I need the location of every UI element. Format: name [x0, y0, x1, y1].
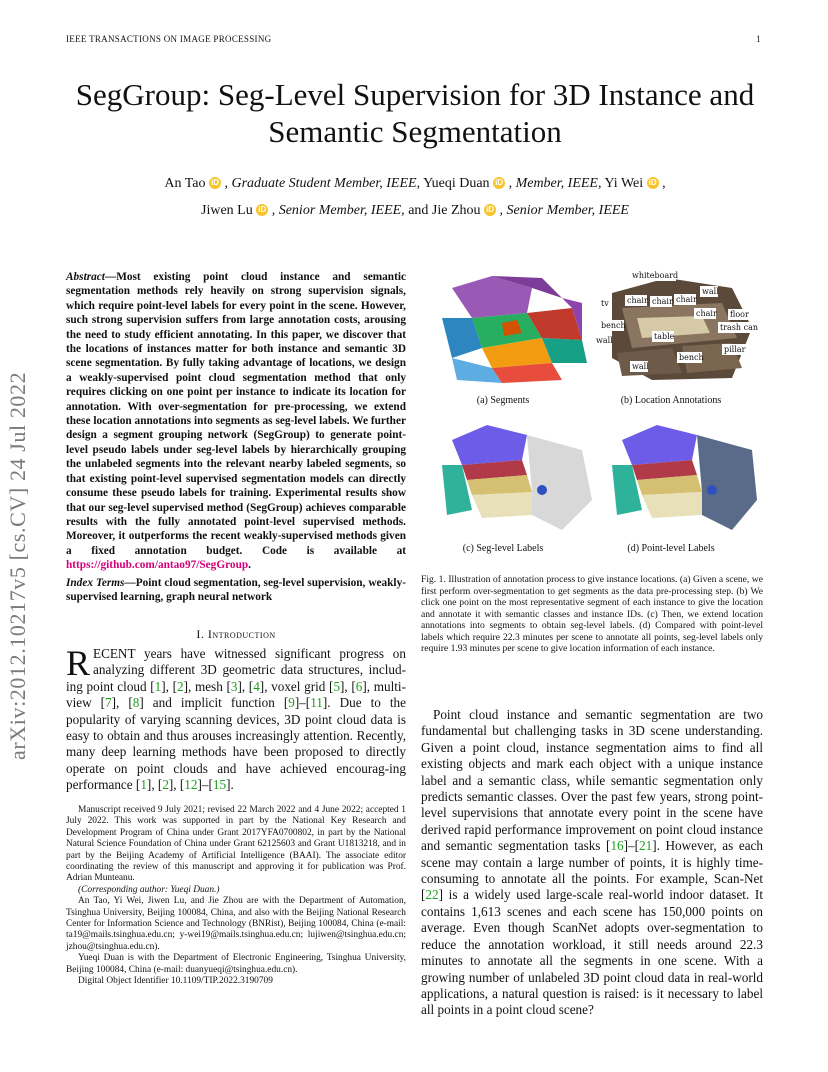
- point-level-scene: [612, 425, 757, 530]
- svg-text:floor: floor: [730, 310, 749, 319]
- author-name: An Tao: [164, 176, 206, 191]
- svg-text:bench: bench: [679, 353, 704, 362]
- citation-link[interactable]: 3: [230, 678, 238, 694]
- author-role: ,: [662, 176, 666, 191]
- author-role: , Member, IEEE,: [508, 176, 602, 191]
- svg-text:trash can: trash can: [720, 323, 759, 332]
- orcid-icon[interactable]: iD: [495, 178, 504, 187]
- index-terms-label: Index Terms: [66, 577, 125, 589]
- author-name: Jiwen Lu: [201, 203, 253, 218]
- paper-title: SegGroup: Seg-Level Supervision for 3D Instance and Semantic Segmentation: [75, 77, 755, 149]
- svg-text:wall: wall: [702, 287, 719, 296]
- author-name: Yi Wei: [604, 176, 644, 191]
- citation-link[interactable]: 2: [177, 678, 184, 694]
- seg-level-scene: [442, 425, 592, 530]
- svg-text:whiteboard: whiteboard: [632, 271, 679, 280]
- orcid-icon[interactable]: iD: [211, 178, 219, 187]
- citation-link[interactable]: 16: [610, 838, 624, 854]
- svg-text:tv: tv: [601, 299, 609, 308]
- citation-link[interactable]: 22: [425, 887, 439, 903]
- code-link[interactable]: https://github.com/antao97/SegGroup: [66, 559, 249, 572]
- orcid-icon[interactable]: iD: [486, 205, 495, 214]
- author-role: , Senior Member, IEEE,: [271, 203, 405, 218]
- citation-link[interactable]: 8: [132, 695, 140, 711]
- citation-link[interactable]: 5: [333, 678, 341, 694]
- subcaption-a: (a) Segments: [476, 395, 530, 406]
- segments-scene: [442, 276, 587, 383]
- citation-link[interactable]: 4: [253, 678, 260, 694]
- author-list: [60, 170, 770, 224]
- abstract-text: —Most existing point cloud instance and semantic segmentation methods rely heavily on strong supervision signals, which require point-level labels for every point in the scene. However, such strong supervision suffers from large annotation costs, arousing the need to study efficient annotating. In this paper, we discover that the locations of instances matter for both instance and semantic 3D scene segmentation. By fully taking advantage of locations, we design a weakly-supervised point cloud segmentation method that only requires clicking on one point per instance to indicate its location for annotation. With over-segmentation for pre-processing, we extend these location annotations into segments as seg-level labels. We further design a segment grouping network (SegGroup) to generate point-level pseudo labels under seg-level labels by hierarchically grouping the unlabeled segments into the relevant nearby labeled segments, so that existing point-level supervised segmentation models can directly consume these pseudo labels for training. Experimental results show that our seg-level supervised method (SegGroup) achieves comparable results with the fully annotated point-level supervised methods. Moreover, it outperforms the recent weakly-supervised methods given a fixed annotation budget. Code is available at: [66, 271, 406, 557]
- svg-text:wall: wall: [632, 362, 649, 371]
- citation-link[interactable]: 21: [639, 838, 653, 854]
- orcid-icon[interactable]: iD: [648, 178, 657, 187]
- index-terms-text: —Point cloud segmentation, seg-level supervision, weakly-supervised learning, graph neural network: [66, 577, 406, 604]
- svg-text:pillar: pillar: [724, 345, 746, 354]
- svg-text:chair: chair: [676, 295, 697, 304]
- citation-link[interactable]: 7: [105, 695, 112, 711]
- scene-labels-image: [432, 420, 762, 535]
- page-number: 1: [756, 34, 761, 44]
- section-heading: I. Introduction: [196, 627, 276, 641]
- figure-caption: Fig. 1. Illustration of annotation process to give instance locations. (a) Given a scene, we first perform over-segmentation to get segments as the data pre-processing step. (b) We click one point on the most representative segment of each instance to give the location and annotate it with semantic classes and instance IDs. (c) Then, we extend location annotations into segments to obtain seg-level labels. (d) Compared with point-level labels which require 22.3 minutes per scene to annotate all points, seg-level labels only require 1.93 minutes per scene to give location information of each instance.: [421, 574, 763, 654]
- svg-text:chair: chair: [627, 296, 648, 305]
- arxiv-stamp: arXiv:2012.10217v5 [cs.CV] 24 Jul 2022: [5, 371, 30, 760]
- citation-link[interactable]: 6: [355, 678, 363, 694]
- citation-link[interactable]: 1: [140, 777, 147, 793]
- subcaption-c: (c) Seg-level Labels: [462, 543, 544, 554]
- author-conjunction: and: [408, 203, 429, 218]
- citation-link[interactable]: 11: [310, 695, 323, 711]
- footnote-doi: Digital Object Identifier 10.1109/TIP.2022.3190709: [78, 976, 273, 987]
- figure-1-panel-c-d: [432, 420, 762, 535]
- author-role: , Graduate Student Member, IEEE,: [224, 176, 421, 191]
- abstract: Abstract—Most existing point cloud instance and semantic segmentation methods rely heavily on strong supervision signals, which require point-level labels for every point in the scene. However, such strong supervision suffers from large annotation costs, arousing the need to study efficient annotating. In this paper, we discover that the locations of instances matter for both instance and semantic 3D scene segmentation. By fully taking advantage of locations, we design a weakly-supervised point cloud segmentation method that only requires clicking on one point per instance to indicate its location for annotation. With over-segmentation for pre-processing, we extend these location annotations into segments as seg-level labels. We further design a segment grouping network (SegGroup) to generate point-level pseudo labels under seg-level labels by hierarchically grouping the unlabeled segments into the relevant nearby labeled segments, so that existing point-level supervised segmentation models can directly consume these pseudo labels for training. Experimental results show that our seg-level supervised method (SegGroup) achieves comparable results with the fully annotated point-level supervised methods. Moreover, it outperforms the recent weakly-supervised methods given a fixed annotation budget. Code is available at https://github.com/antao97/SegGroup.: [66, 271, 406, 572]
- subcaption-d: (d) Point-level Labels: [627, 543, 715, 554]
- footnote-corresponding: (Corresponding author: Yueqi Duan.): [78, 884, 220, 895]
- body-paragraph: Point cloud instance and semantic segmentation are two fundamental but challenging tasks in 3D scene understanding. Given a point cloud, instance segmentation aims to find all existing objects and mark each object with a unique instance label and a semantic class, while semantic segmentation only predicts semantic classes. Over the past few years, strong point-level supervisions that annotate every point in the scene have derived rapid performance improvement on point cloud instance and semantic segmentation tasks [16]–[21]. However, as each scene may contain a large number of points, it is highly time-consuming to annotate all the points. For example, Scan-Net [22] is a widely used large-scale real-world indoor dataset. It contains 1,613 scenes and each scene has 150,000 points on average. Even though ScanNet adopts over-segmentation to reduce the annotation workload, it still needs around 22.3 minutes to annotate all the segments in one scene. With a growing number of unlabeled 3D point cloud data in real-world applications, a natural question is raised: is it necessary to label all points in a point cloud scene?: [421, 707, 763, 1018]
- running-header: IEEE TRANSACTIONS ON IMAGE PROCESSING: [66, 34, 272, 44]
- svg-text:bench: bench: [601, 321, 626, 330]
- scene-segments-image: [432, 268, 762, 388]
- svg-text:wall: wall: [596, 336, 613, 345]
- author-role: , Senior Member, IEEE: [499, 203, 629, 218]
- drop-cap: R: [66, 643, 91, 683]
- citation-link[interactable]: 15: [212, 777, 227, 793]
- author-name: Yueqi Duan: [423, 176, 490, 191]
- index-terms: [66, 576, 406, 605]
- svg-text:chair: chair: [696, 309, 717, 318]
- intro-paragraph: RECENT years have witnessed significant progress on analyzing different 3D geometric data structures, includ-ing point cloud [1], [2], mesh [3], [4], voxel grid [5], [6], multi-view [7], [8] and implicit function [9]–[11]. Due to the popularity of varying scanning devices, 3D point cloud data is easy to obtain and thus arouses increasingly attention. Recently, many deep learning methods have been proposed to directly operate on point clouds and have achieved encourag-ing performance [1], [2], [12]–[15].: [66, 643, 406, 793]
- author-name: Jie Zhou: [431, 203, 481, 218]
- svg-text:chair: chair: [652, 297, 673, 306]
- footnote-manuscript: Manuscript received 9 July 2021; revised 22 March 2022 and 4 June 2022; accepted 1 July 2022. This work was supported in part by the National Key Research and Development Program of China under Grant 2017YFA0700802, in part by the National Natural Science Foundation of China under Grant 62125603 and Grant U1813218, and in part by the Beijing Academy of Artificial Intelligence (BAAI). The associate editor coordinating the review of this manuscript and approving it for publication was Prof. Adrian Munteanu.: [66, 805, 406, 884]
- citation-link[interactable]: 1: [154, 678, 162, 694]
- footnote-affiliation: An Tao, Yi Wei, Jiwen Lu, and Jie Zhou are with the Department of Automation, Tsinghua University, Beijing 100084, China, and also with the Beijing National Research Center for Information Science and Technology (BNRist), Beijing 100084, China (e-mail: ta19@mails.tsinghua.edu.cn; y-wei19@mails.tsinghua.edu.cn; lujiwen@tsinghua.edu.cn; jzhou@tsinghua.edu.cn).: [66, 896, 406, 952]
- figure-1-panel-a-b: [432, 268, 762, 388]
- footnote-affiliation: Yueqi Duan is with the Department of Electronic Engineering, Tsinghua University, Beijing 100084, China (e-mail: duanyueqi@tsinghua.edu.cn).: [66, 953, 406, 975]
- citation-link[interactable]: 9: [288, 695, 295, 711]
- abstract-label: Abstract: [66, 271, 105, 283]
- citation-link[interactable]: 12: [184, 777, 198, 793]
- svg-text:table: table: [654, 332, 675, 341]
- subcaption-b: (b) Location Annotations: [620, 395, 722, 406]
- citation-link[interactable]: 2: [162, 777, 169, 793]
- orcid-icon[interactable]: iD: [258, 205, 267, 214]
- footnote: [66, 805, 406, 988]
